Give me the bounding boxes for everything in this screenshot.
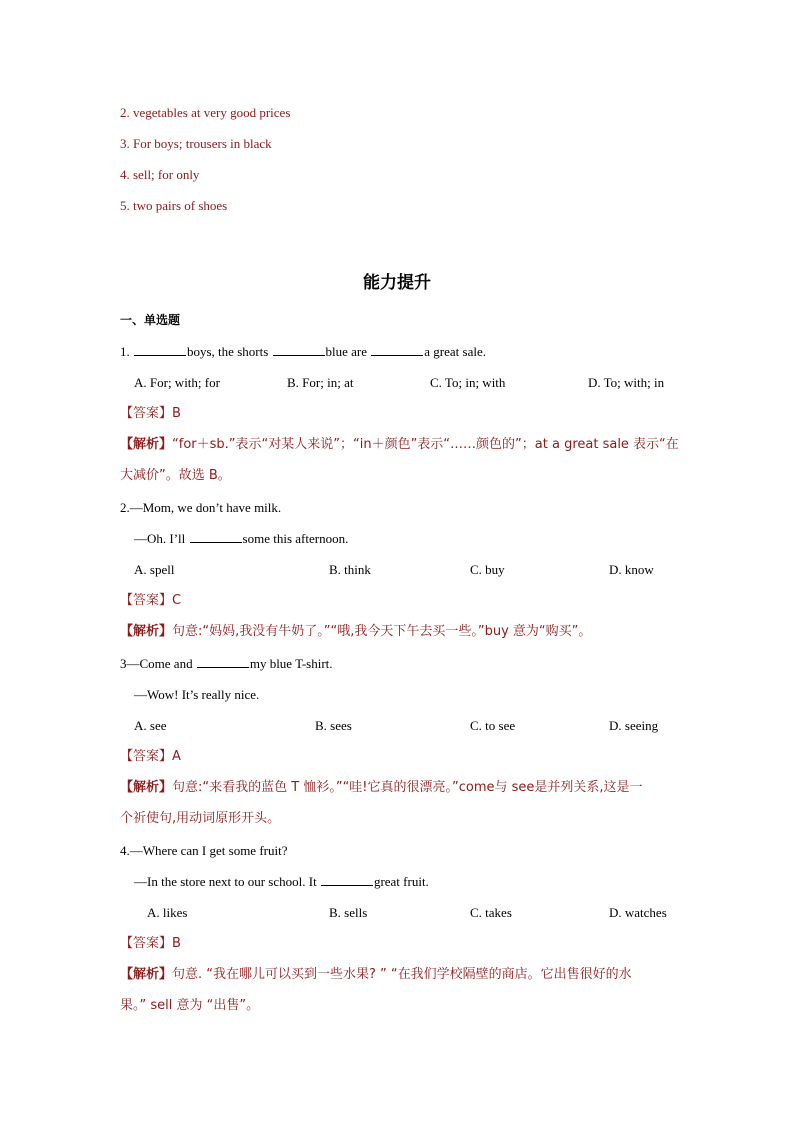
- q2-analysis-label: 【解析】: [120, 624, 173, 639]
- q1-option-a: A. For; with; for: [134, 375, 220, 390]
- q1-number: 1.: [120, 344, 130, 359]
- q2-line2: [134, 530, 348, 548]
- q2-option-c: C. buy: [470, 562, 505, 577]
- q3-line1: [120, 655, 333, 673]
- q3-option-c: C. to see: [470, 718, 516, 733]
- q2-line1: 2.—Mom, we don’t have milk.: [120, 500, 282, 515]
- q1-analysis: [120, 436, 679, 454]
- q4-analysis-label: 【解析】: [120, 967, 173, 982]
- q1-option-d: D. To; with; in: [588, 375, 665, 390]
- q2-text-pre: —Oh. I’ll: [134, 531, 186, 546]
- q1-analysis-line1: “for＋sb.”表示“对某人来说”；“in＋颜色”表示“……颜色的”；at a great sale 表示“在: [172, 437, 679, 452]
- q1-answer: 【答案】B: [120, 406, 181, 421]
- q3-option-d: D. seeing: [609, 718, 659, 733]
- q3-line2: —Wow! It’s really nice.: [134, 687, 260, 702]
- q2-option-b: B. think: [329, 562, 371, 577]
- answer-line-5: 5. two pairs of shoes: [120, 198, 228, 213]
- q4-analysis: [120, 966, 632, 984]
- q4-option-a: A. likes: [147, 905, 188, 920]
- subsection-title: 一、单选题: [120, 313, 181, 327]
- q2-analysis-line1: 句意:“妈妈,我没有牛奶了。”“哦,我今天下午去买一些。”buy 意为“购买”。: [172, 624, 592, 639]
- q3-option-a: A. see: [134, 718, 167, 733]
- q3-text-post: my blue T-shirt.: [249, 656, 333, 671]
- q4-text-post: great fruit.: [373, 874, 429, 889]
- q3-analysis: [120, 779, 643, 797]
- q1-blank-2: [273, 343, 325, 356]
- q4-text-pre: —In the store next to our school. It: [134, 874, 317, 889]
- q1-blank-1: [134, 343, 186, 356]
- q1-text-2: blue are: [325, 344, 368, 359]
- answer-line-2: 2. vegetables at very good prices: [120, 105, 291, 120]
- q4-option-c: C. takes: [470, 905, 512, 920]
- q3-analysis-label: 【解析】: [120, 780, 173, 795]
- q3-answer: 【答案】A: [120, 749, 181, 764]
- q4-line1: 4.—Where can I get some fruit?: [120, 843, 288, 858]
- q1-text-1: boys, the shorts: [187, 344, 269, 359]
- q1-option-b: B. For; in; at: [287, 375, 354, 390]
- q2-text-post: some this afternoon.: [242, 531, 349, 546]
- q1-text-3: a great sale.: [424, 344, 486, 359]
- q2-analysis: [120, 623, 591, 641]
- q3-text-pre: 3—Come and: [120, 656, 193, 671]
- q3-blank: [197, 655, 249, 668]
- q2-option-a: A. spell: [134, 562, 175, 577]
- q4-analysis-line1: 句意. “我在哪儿可以买到一些水果? ” “在我们学校隔壁的商店。它出售很好的水: [172, 967, 632, 982]
- q4-blank: [321, 873, 373, 886]
- q4-analysis-line2: 果。” sell 意为 “出售”。: [120, 998, 260, 1013]
- q4-option-d: D. watches: [609, 905, 667, 920]
- q4-option-b: B. sells: [329, 905, 368, 920]
- q3-option-b: B. sees: [315, 718, 352, 733]
- q3-analysis-line2: 个祈使句,用动词原形开头。: [120, 811, 281, 826]
- q2-option-d: D. know: [609, 562, 654, 577]
- section-title: 能力提升: [363, 273, 431, 292]
- q3-analysis-line1: 句意:“来看我的蓝色 T 恤衫。”“哇!它真的很漂亮。”come与 see是并列关系,这是一: [172, 780, 643, 795]
- q1-option-c: C. To; in; with: [430, 375, 506, 390]
- q2-answer: 【答案】C: [120, 593, 182, 608]
- q1-blank-3: [371, 343, 423, 356]
- answer-line-4: 4. sell; for only: [120, 167, 200, 182]
- answer-line-3: 3. For boys; trousers in black: [120, 136, 272, 151]
- q1-analysis-line2: 大减价”。故选 B。: [120, 468, 231, 483]
- question-1: [120, 343, 486, 361]
- q2-blank: [190, 530, 242, 543]
- q4-answer: 【答案】B: [120, 936, 181, 951]
- q4-line2: [134, 873, 429, 891]
- q1-analysis-label: 【解析】: [120, 437, 173, 452]
